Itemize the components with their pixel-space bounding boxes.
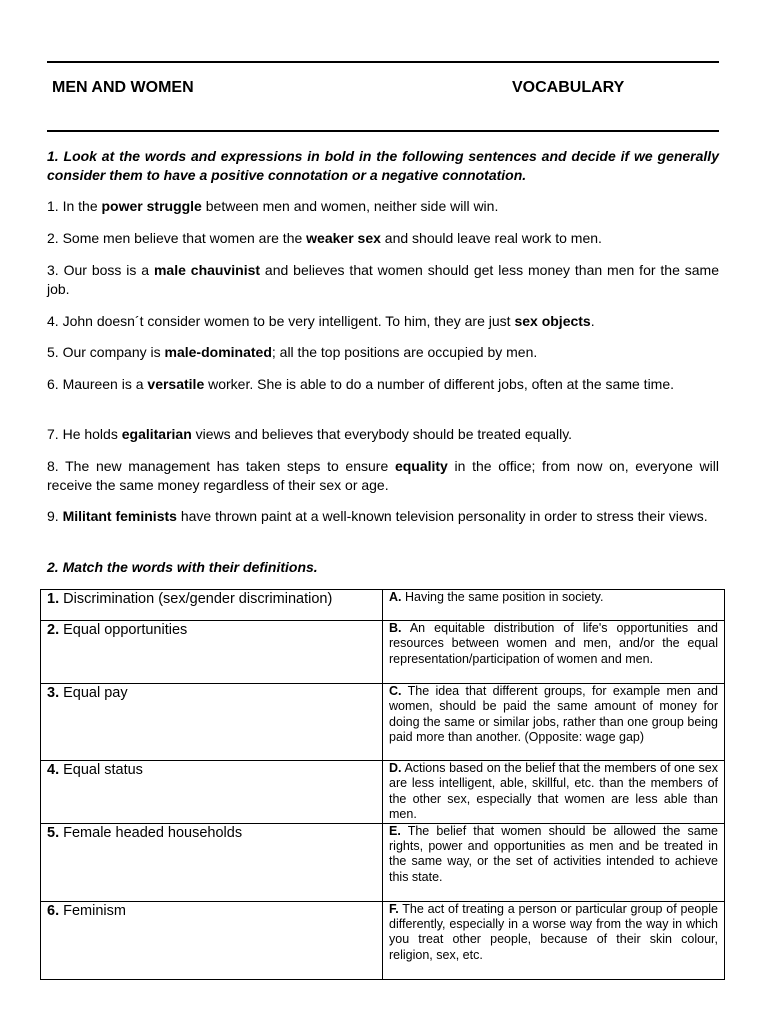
bold-term: equality xyxy=(394,458,448,474)
sentence-2: 2. Some men believe that women are the weaker sex and should leave real work to men. xyxy=(47,230,602,246)
definition-cell: D. Actions based on the belief that the members of one sex are less intelligent, able, skillful, etc. than the members of the other sex, especially that women are less able than men. xyxy=(383,761,725,824)
bold-term: egalitarian xyxy=(121,426,192,442)
term-cell: 4. Equal status xyxy=(41,761,383,824)
table-row xyxy=(41,621,725,684)
table-row xyxy=(41,590,725,621)
exercise-1-instruction: 1. Look at the words and expressions in bold in the following sentences and decide if we generally consider them to have a positive connotation or a negative connotation. xyxy=(47,148,719,183)
term-cell: 6. Feminism xyxy=(41,901,383,979)
table-row xyxy=(41,901,725,979)
matching-table xyxy=(40,589,725,980)
header-bottom-rule xyxy=(47,130,719,132)
top-rule xyxy=(47,61,719,63)
bold-term: male chauvinist xyxy=(153,262,261,278)
definition-cell: C. The idea that different groups, for example men and women, should be paid the same amount of money for doing the same or similar jobs, rather than one group being paid more than another. (Opposite: wage gap) xyxy=(383,684,725,761)
definition-cell: E. The belief that women should be allowed the same rights, power and opportunities as men and be treated in the same way, or the set of activities intended to achieve this state. xyxy=(383,823,725,901)
sentence-8: 8. The new management has taken steps to ensure equality in the office; from now on, everyone will receive the same money regardless of their sex or age. xyxy=(47,458,719,493)
definition-cell: F. The act of treating a person or particular group of people differently, especially in a worse way from the way in which you treat other people, because of their skin colour, religion, sex, etc. xyxy=(383,901,725,979)
bold-term: power struggle xyxy=(101,198,202,214)
sentence-5: 5. Our company is male-dominated; all the top positions are occupied by men. xyxy=(47,344,538,360)
bold-term: male-dominated xyxy=(164,344,272,360)
bold-term: weaker sex xyxy=(306,230,381,246)
sentence-7: 7. He holds egalitarian views and believes that everybody should be treated equally. xyxy=(47,426,573,442)
term-cell: 5. Female headed households xyxy=(41,823,383,901)
definition-cell: A. Having the same position in society. xyxy=(383,590,725,621)
exercise-2-instruction: 2. Match the words with their definitions. xyxy=(47,559,318,575)
sentence-6: 6. Maureen is a versatile worker. She is able to do a number of different jobs, often at the same time. xyxy=(47,376,675,392)
section-title: VOCABULARY xyxy=(512,79,625,96)
sentence-3: 3. Our boss is a male chauvinist and believes that women should get less money than men for the same job. xyxy=(47,262,720,297)
definition-cell: B. An equitable distribution of life's opportunities and resources between women and men, and/or the equal representation/participation of women and men. xyxy=(383,621,725,684)
bold-term: Militant feminists xyxy=(62,508,177,524)
sentence-1: 1. In the power struggle between men and women, neither side will win. xyxy=(47,198,499,214)
sentence-4: 4. John doesn´t consider women to be very intelligent. To him, they are just sex objects. xyxy=(47,313,595,329)
term-cell: 3. Equal pay xyxy=(41,684,383,761)
bold-term: sex objects xyxy=(514,313,591,329)
table-row xyxy=(41,684,725,761)
page-title: MEN AND WOMEN xyxy=(52,79,194,96)
sentence-9: 9. Militant feminists have thrown paint at a well-known television personality in order to stress their views. xyxy=(47,508,708,524)
bold-term: versatile xyxy=(147,376,205,392)
table-row xyxy=(41,823,725,901)
term-cell: 2. Equal opportunities xyxy=(41,621,383,684)
table-row xyxy=(41,761,725,824)
term-cell: 1. Discrimination (sex/gender discrimination) xyxy=(41,590,383,621)
